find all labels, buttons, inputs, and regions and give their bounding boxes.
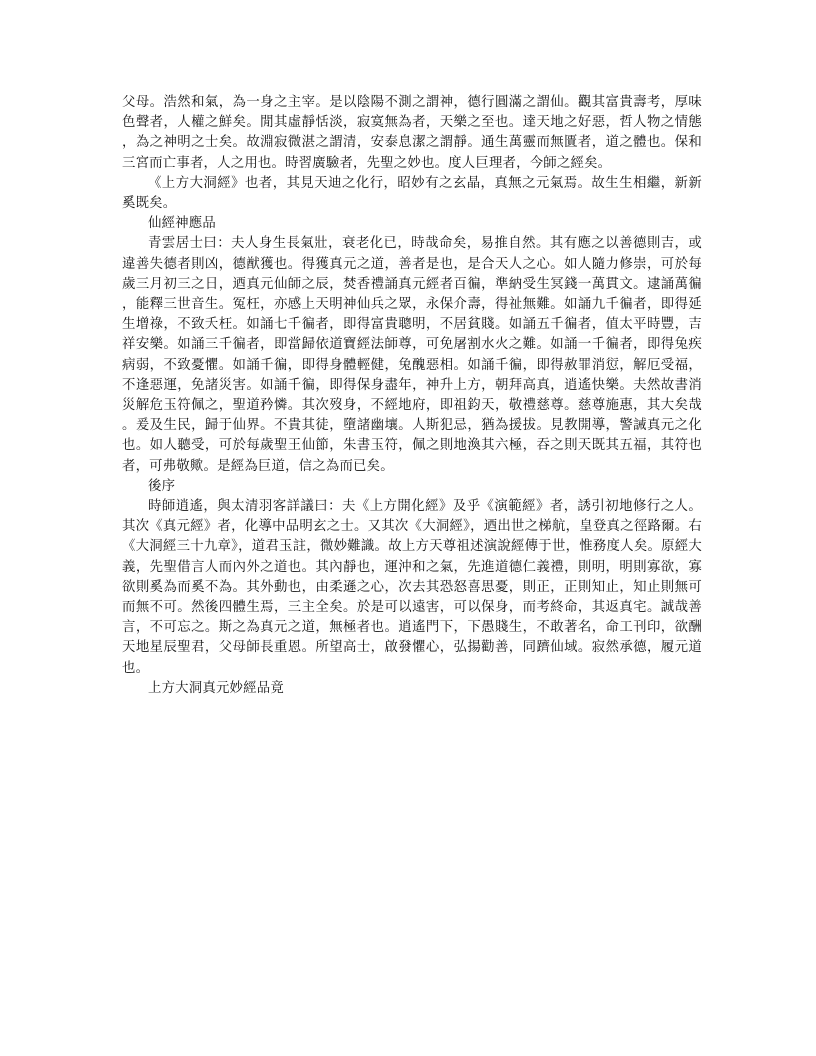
closing-title: 上方大洞真元妙經品竟 bbox=[148, 680, 284, 696]
section-title-divine-response: 仙經神應品 bbox=[148, 216, 216, 232]
document-body bbox=[122, 93, 702, 699]
section-body-postscript: 時師逍遙，與太清羽客詳議曰：夫《上方開化經》及乎《演範經》者，誘引初地修行之人。其次《真元經》者，化導中品明玄之士。又其次《大洞經》，迺出世之梯航，皇登真之徑路爾。右《大洞經三十九章》，道君玉註，微妙難識。故上方天尊祖述演說經傳于世，惟務度人矣。原經大義，先聖借言人而內外之道也。其內靜也，運沖和之氣，先進道德仁義禮，則明，明則寡欲，寡欲則奚為而奚不為。其外動也，由柔遜之心，次去其恐怒喜思憂，則正，正則知止，知止則無可而無不可。然後四體生焉，三主全矣。於是可以遠害，可以保身，而考終命，其返真宅。誠哉善言，不可忘之。斯之為真元之道，無極者也。逍遙門下，下愚賤生，不敢著名，命工刊印，欲酬天地星辰聖君，父母師長重恩。所望高士，啟發懼心，弘揚勸善，同躋仙域。寂然承德，履元道也。 bbox=[122, 499, 702, 676]
section-title-postscript: 後序 bbox=[148, 478, 176, 494]
intro-paragraph: 父母。浩然和氣，為一身之主宰。是以陰陽不測之謂神，德行圓滿之謂仙。觀其富貴壽考，厚味色聲者，人權之鮮矣。閒其虛靜恬淡，寂寞無為者，天樂之至也。達天地之好惡，哲人物之情態，為之神明之士矣。故淵寂微湛之謂清，安泰息潔之謂靜。通生萬靈而無匱者，道之體也。保和三宮而亡事者，人之用也。時習廣驗者，先聖之妙也。度人巨理者，今師之經矣。 bbox=[122, 95, 702, 171]
scripture-paragraph: 《上方大洞經》也者，其見天迪之化行，昭妙有之玄晶，真無之元氣焉。故生生相繼，新新奚既矣。 bbox=[122, 175, 702, 212]
section-body-divine-response: 青雲居士曰：夫人身生長氣壯，衰老化已，時哉命矣，易推自然。其有應之以善德則吉，或違善失德者則凶，德猷獲也。得獲真元之道，善者是也，是合天人之心。如人隨力修崇，可於每歲三月初三之日，迺真元仙師之辰，焚香禮誦真元經者百徧，準納受生冥錢一萬貫文。逮誦萬徧，能釋三世音生。冤枉，亦感上天明神仙兵之眾，永保介壽，得祉無難。如誦九千徧者，即得延生增祿，不致夭枉。如誦七千徧者，即得富貴聰明，不居貧賤。如誦五千徧者，值太平時豐，吉祥安樂。如誦三千徧者，即當歸依道寶經法師尊，可免屠割水火之難。如誦一千徧者，即得兔疾病弱，不致憂懼。如誦千徧，即得身體輕健，兔醜惡相。如誦千徧，即得赦罪消愆，解厄受福，不逢惡運，免諸災害。如誦千徧，即得保身盡年，神升上方，朝拜高真，逍遙快樂。夫然故書消災解危玉符佩之，聖道矜憐。其次歿身，不經地府，即祖鈞天，敬禮慈尊。慈尊施惠，其大矣哉。爰及生民，歸于仙界。不貴其徒，墮諸幽壤。人斯犯忌，猶為援拔。見教開導，警誡真元之化也。如人聽受，可於每歲聖王仙節，朱書玉符，佩之則地渙其六極，吞之則天既其五福，其符也者，可弗敬歟。是經為巨道，信之為而已矣。 bbox=[122, 236, 702, 474]
